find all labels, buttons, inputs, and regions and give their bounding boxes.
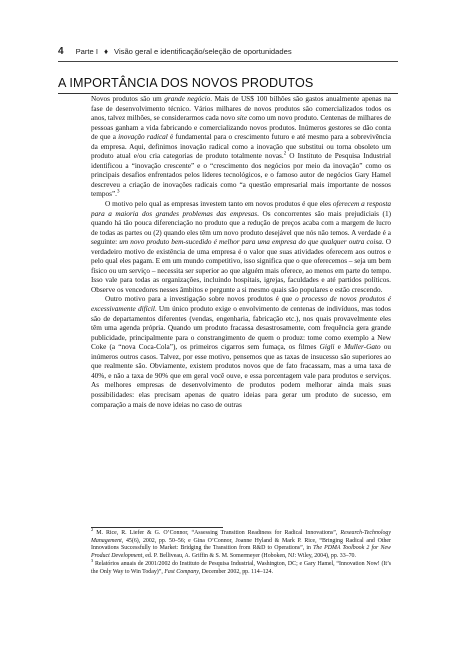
text-run: M. Rice, R. Liefer & G. O’Connor, “Assessing Transition Readiness for Radical Innovations”, — [93, 530, 341, 536]
text-run: . Mais de US$ 100 bilhões são gastos anualmente apenas na fase de desenvolvimento técnico. Vários milhares de novos produtos são comercializados todos os anos, talvez milhões, se considerarmos cada novo — [91, 95, 391, 123]
text-run: Outro motivo para a investigação sobre novos produtos é que — [105, 295, 296, 304]
header-rule — [58, 61, 398, 62]
italic-text: Research-Technology Management — [91, 530, 391, 544]
text-run: como um novo produto. Centenas de milhares de pessoas ganham a vida fabricando e comercializando novos produtos. Inúmeros gestores se dão conta de que a — [91, 114, 392, 142]
text-run: e — [334, 343, 345, 352]
text-run: Novos produtos são um — [91, 95, 165, 103]
text-run: O motivo pelo qual as empresas investem tanto em novos produtos é que eles — [105, 200, 333, 209]
italic-text: um novo produto bem-sucedido é melhor para uma empresa do que qualquer outra coisa — [119, 238, 382, 247]
text-run: . O verdadeiro motivo de existência de uma empresa é o valor que suas atividades oferecem aos outros e pelo qual eles pagam. E em um mundo competitivo, isso significa que o que oferecemos – seja um bem físico ou um serviço – necessita ser superior ao que alguém mais oferece, ao menos em parte do tempo. Isso vale para todas as organizações, incluindo hospitais, igrejas, faculdades e até partidos políticos. Observe os vencedores nesses âmbitos e pergunte a si mesmo quais são populares e estão crescendo. — [91, 238, 391, 294]
text-run: , December 2002, pp. 114–124. — [198, 568, 273, 575]
footnote-2 — [91, 527, 391, 560]
text-run: ou inúmeros outros casos. Talvez, por esse motivo, pensemos que as taxas de insucesso são superiores ao que realmente são. Obviamente, existem produtos novos que de fato fracassam, mas a uma taxa de 40%, e não a taxa de 90% que em geral você ouve, e essa porcentagem vale para produtos e serviços. As melhores empresas de desenvolvimento de produtos podem melhorar ainda mais suas possibilidades: elas precisam apenas de quatro ideias para gerar um produto de sucesso, em comparação a mais de nove ideias no caso de outras — [91, 343, 392, 409]
italic-text: site — [236, 114, 248, 123]
text-run: , 45(6), 2002, pp. 50–56; e Gina O’Connor, Joanne Hyland & Mark P. Rice, “Bringing Radical and Other Innovations Successfully to Market: Bridging the Transition from R&D to Operations”, in — [91, 537, 391, 552]
text-run: . Um único produto exige o envolvimento de centenas de indivíduos, mas todos são de departamentos diferentes (vendas, engenharia, fabricação etc.), nos quais provavelmente eles têm uma agenda própria. Quando um produto fracassa desastrosamente, com frequência gera grande publicidade, principalmente para o constrangimento de quem o produz: tome como exemplo a New Coke (a “nova Coca-Cola”), os primeiros cigarros sem fumaça, os filmes — [91, 305, 391, 352]
italic-text: Fast Company — [164, 568, 199, 575]
diamond-separator-icon: ♦ — [103, 46, 109, 56]
italic-text: Muller-Gato — [344, 343, 381, 352]
footnote-marker: 2 — [283, 151, 287, 157]
text-run: . Os concorrentes são mais prejudiciais (1) quando há tão pouca diferenciação no produto que a redução de preços acaba com a margem de lucro de todas as partes ou (2) quando eles têm um novo produto desejável que nós não temos. A verdade é a seguinte: — [91, 209, 391, 247]
section-title: A IMPORTÂNCIA DOS NOVOS PRODUTOS — [58, 76, 314, 90]
text-run: é fundamental para o crescimento futuro e até mesmo para a sobrevivência da empresa. Aqui, definimos inovação radical como a inovação que substitui ou torna obsoleto um produto atual e/ou cria categorias de produto totalmente novas. — [91, 133, 391, 161]
footnotes — [91, 527, 391, 578]
italic-text: o processo de novos produtos é excessivamente difícil — [91, 295, 391, 314]
italic-text: inovação radical — [118, 133, 168, 142]
italic-text: grande negócio — [164, 95, 211, 103]
body-text — [91, 95, 391, 410]
chapter-title: Visão geral e identificação/seleção de oportunidades — [114, 46, 292, 56]
italic-text: Gigli — [319, 343, 335, 352]
page-number: 4 — [58, 45, 64, 57]
footnote-marker: 2 — [91, 527, 94, 533]
text-run: , ed. P. Belliveau, A. Griffin & S. M. Somermeyer (Hoboken, NJ: Wiley, 2004), pp. 33–70. — [142, 552, 356, 559]
paragraph-1 — [91, 95, 391, 200]
italic-text: oferecem a resposta para a maioria dos grandes problemas das empresas — [91, 200, 391, 218]
footnote-rule — [91, 527, 223, 528]
footnote-3 — [91, 558, 391, 576]
text-run: O Instituto de Pesquisa Industrial identificou a “inovação crescente” e o “crescimento dos negócios por meio da inovação” como os principais desafios enfrentados pelos líderes tecnológicos, e o famoso autor de negócios Gary Hamel descreveu a criação de inovações radicais como “a questão empresarial mais importante de nossos tempos”. — [91, 152, 391, 199]
section-title-rule — [58, 93, 398, 94]
italic-text: The PDMA Toolbook 2 for New Product Development — [91, 545, 391, 559]
text-run: Relatórios anuais de 2001/2002 do Instituto de Pesquisa Industrial, Washington, DC; e Gary Hamel, “Innovation Now! (It’s the Only Way to Win Today)”, — [91, 561, 391, 575]
footnote-marker: 3 — [91, 558, 94, 564]
paragraph-2 — [91, 200, 391, 295]
running-header — [58, 44, 398, 58]
part-label: Parte I — [75, 46, 98, 56]
paragraph-3 — [91, 295, 391, 410]
footnote-marker: 3 — [116, 190, 120, 196]
